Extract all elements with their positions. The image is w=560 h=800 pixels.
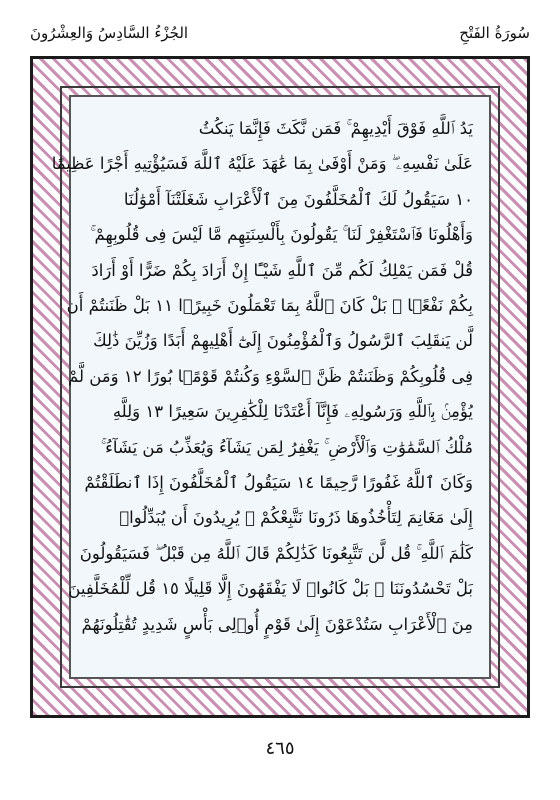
verse-lines <box>51 111 473 642</box>
verse-line: وَكَانَ ٱللَّهُ غَفُورًا رَّحِيمًا ١٤ سَيَقُولُ ٱلْمُخَلَّفُونَ إِذَا ٱنطَلَقْتُمْ <box>84 473 473 493</box>
verse-line: لَّن يَنقَلِبَ ٱلرَّسُولُ وَٱلْمُؤْمِنُونَ إِلَىٰٓ أَهْلِيهِمْ أَبَدًا وَزُيِّنَ ذَٰلِكَ <box>93 331 473 351</box>
verse-line: إِلَىٰ مَغَانِمَ لِتَأْخُذُوهَا ذَرُونَا نَتَّبِعْكُمْ ۖ يُرِيدُونَ أَن يُبَدِّلُوا۟ <box>119 508 473 528</box>
verse-line: مِنَ ٱلْأَعْرَابِ سَتُدْعَوْنَ إِلَىٰ قَوْمٍ أُو۟لِى بَأْسٍ شَدِيدٍ تُقَٰتِلُونَهُمْ <box>81 614 473 634</box>
juz-title: الجُزْءُ السَّادِسُ وَالعِشْرُونَ <box>30 24 189 42</box>
verse-line: مُلْكُ ٱلسَّمَٰوَٰتِ وَٱلْأَرْضِ ۚ يَغْفِرُ لِمَن يَشَآءُ وَيُعَذِّبُ مَن يَشَآءُ ۚ <box>100 437 473 457</box>
verse-line: يُؤْمِنۢ بِٱللَّهِ وَرَسُولِهِۦ فَإِنَّآ أَعْتَدْنَا لِلْكَٰفِرِينَ سَعِيرًا ١٣ وَلِلَّهِ <box>112 402 473 422</box>
page-number: ٤٦٥ <box>265 738 295 759</box>
verse-line: عَلَىٰ نَفْسِهِۦ ۖ وَمَنْ أَوْفَىٰ بِمَا عَٰهَدَ عَلَيْهُ ٱللَّهَ فَسَيُؤْتِيهِ أَجْرًا عَظِيمًا <box>51 154 473 174</box>
verse-line: ١٠ سَيَقُولُ لَكَ ٱلْمُخَلَّفُونَ مِنَ ٱلْأَعْرَابِ شَغَلَتْنَآ أَمْوَٰلُنَا <box>123 189 473 209</box>
verse-line: يَدُ ٱللَّهِ فَوْقَ أَيْدِيهِمْ ۚ فَمَن نَّكَثَ فَإِنَّمَا يَنكُثُ <box>198 119 473 138</box>
ornamental-frame <box>30 56 530 718</box>
verse-line: قُلْ فَمَن يَمْلِكُ لَكُم مِّنَ ٱللَّهِ شَيْـًٔا إِنْ أَرَادَ بِكُمْ ضَرًّا أَوْ أَرَادَ <box>91 260 473 280</box>
quran-text-panel <box>51 95 491 679</box>
verse-line: بَلْ تَحْسُدُونَنَا ۚ بَلْ كَانُوا۟ لَا يَفْقَهُونَ إِلَّا قَلِيلًا ١٥ قُل لِّلْمُخَلَّفِينَ <box>68 579 473 599</box>
verse-line: فِى قُلُوبِكُمْ وَظَنَنتُمْ ظَنَّ ٱلسَّوْءِ وَكُنتُمْ قَوْمًۢا بُورًا ١٢ وَمَن لَّمْ <box>67 366 473 386</box>
verse-line: بِكُمْ نَفْعًۢا ۚ بَلْ كَانَ ٱللَّهُ بِمَا تَعْمَلُونَ خَبِيرًۢا ١١ بَلْ ظَنَنتُمْ أَن <box>66 296 473 316</box>
page-header <box>30 18 530 48</box>
verse-line: كَلَٰمَ ٱللَّهِ ۚ قُل لَّن تَتَّبِعُونَا كَذَٰلِكُمْ قَالَ ٱللَّهُ مِن قَبْلُ ۖ فَسَيَقُولُونَ <box>79 543 473 563</box>
surah-title: سُورَةُ الفَتْحِ <box>459 24 530 42</box>
verse-line: وَأَهْلُونَا فَٱسْتَغْفِرْ لَنَا ۚ يَقُولُونَ بِأَلْسِنَتِهِم مَّا لَيْسَ فِى قُلُوبِهِمْ ۚ <box>90 225 473 245</box>
